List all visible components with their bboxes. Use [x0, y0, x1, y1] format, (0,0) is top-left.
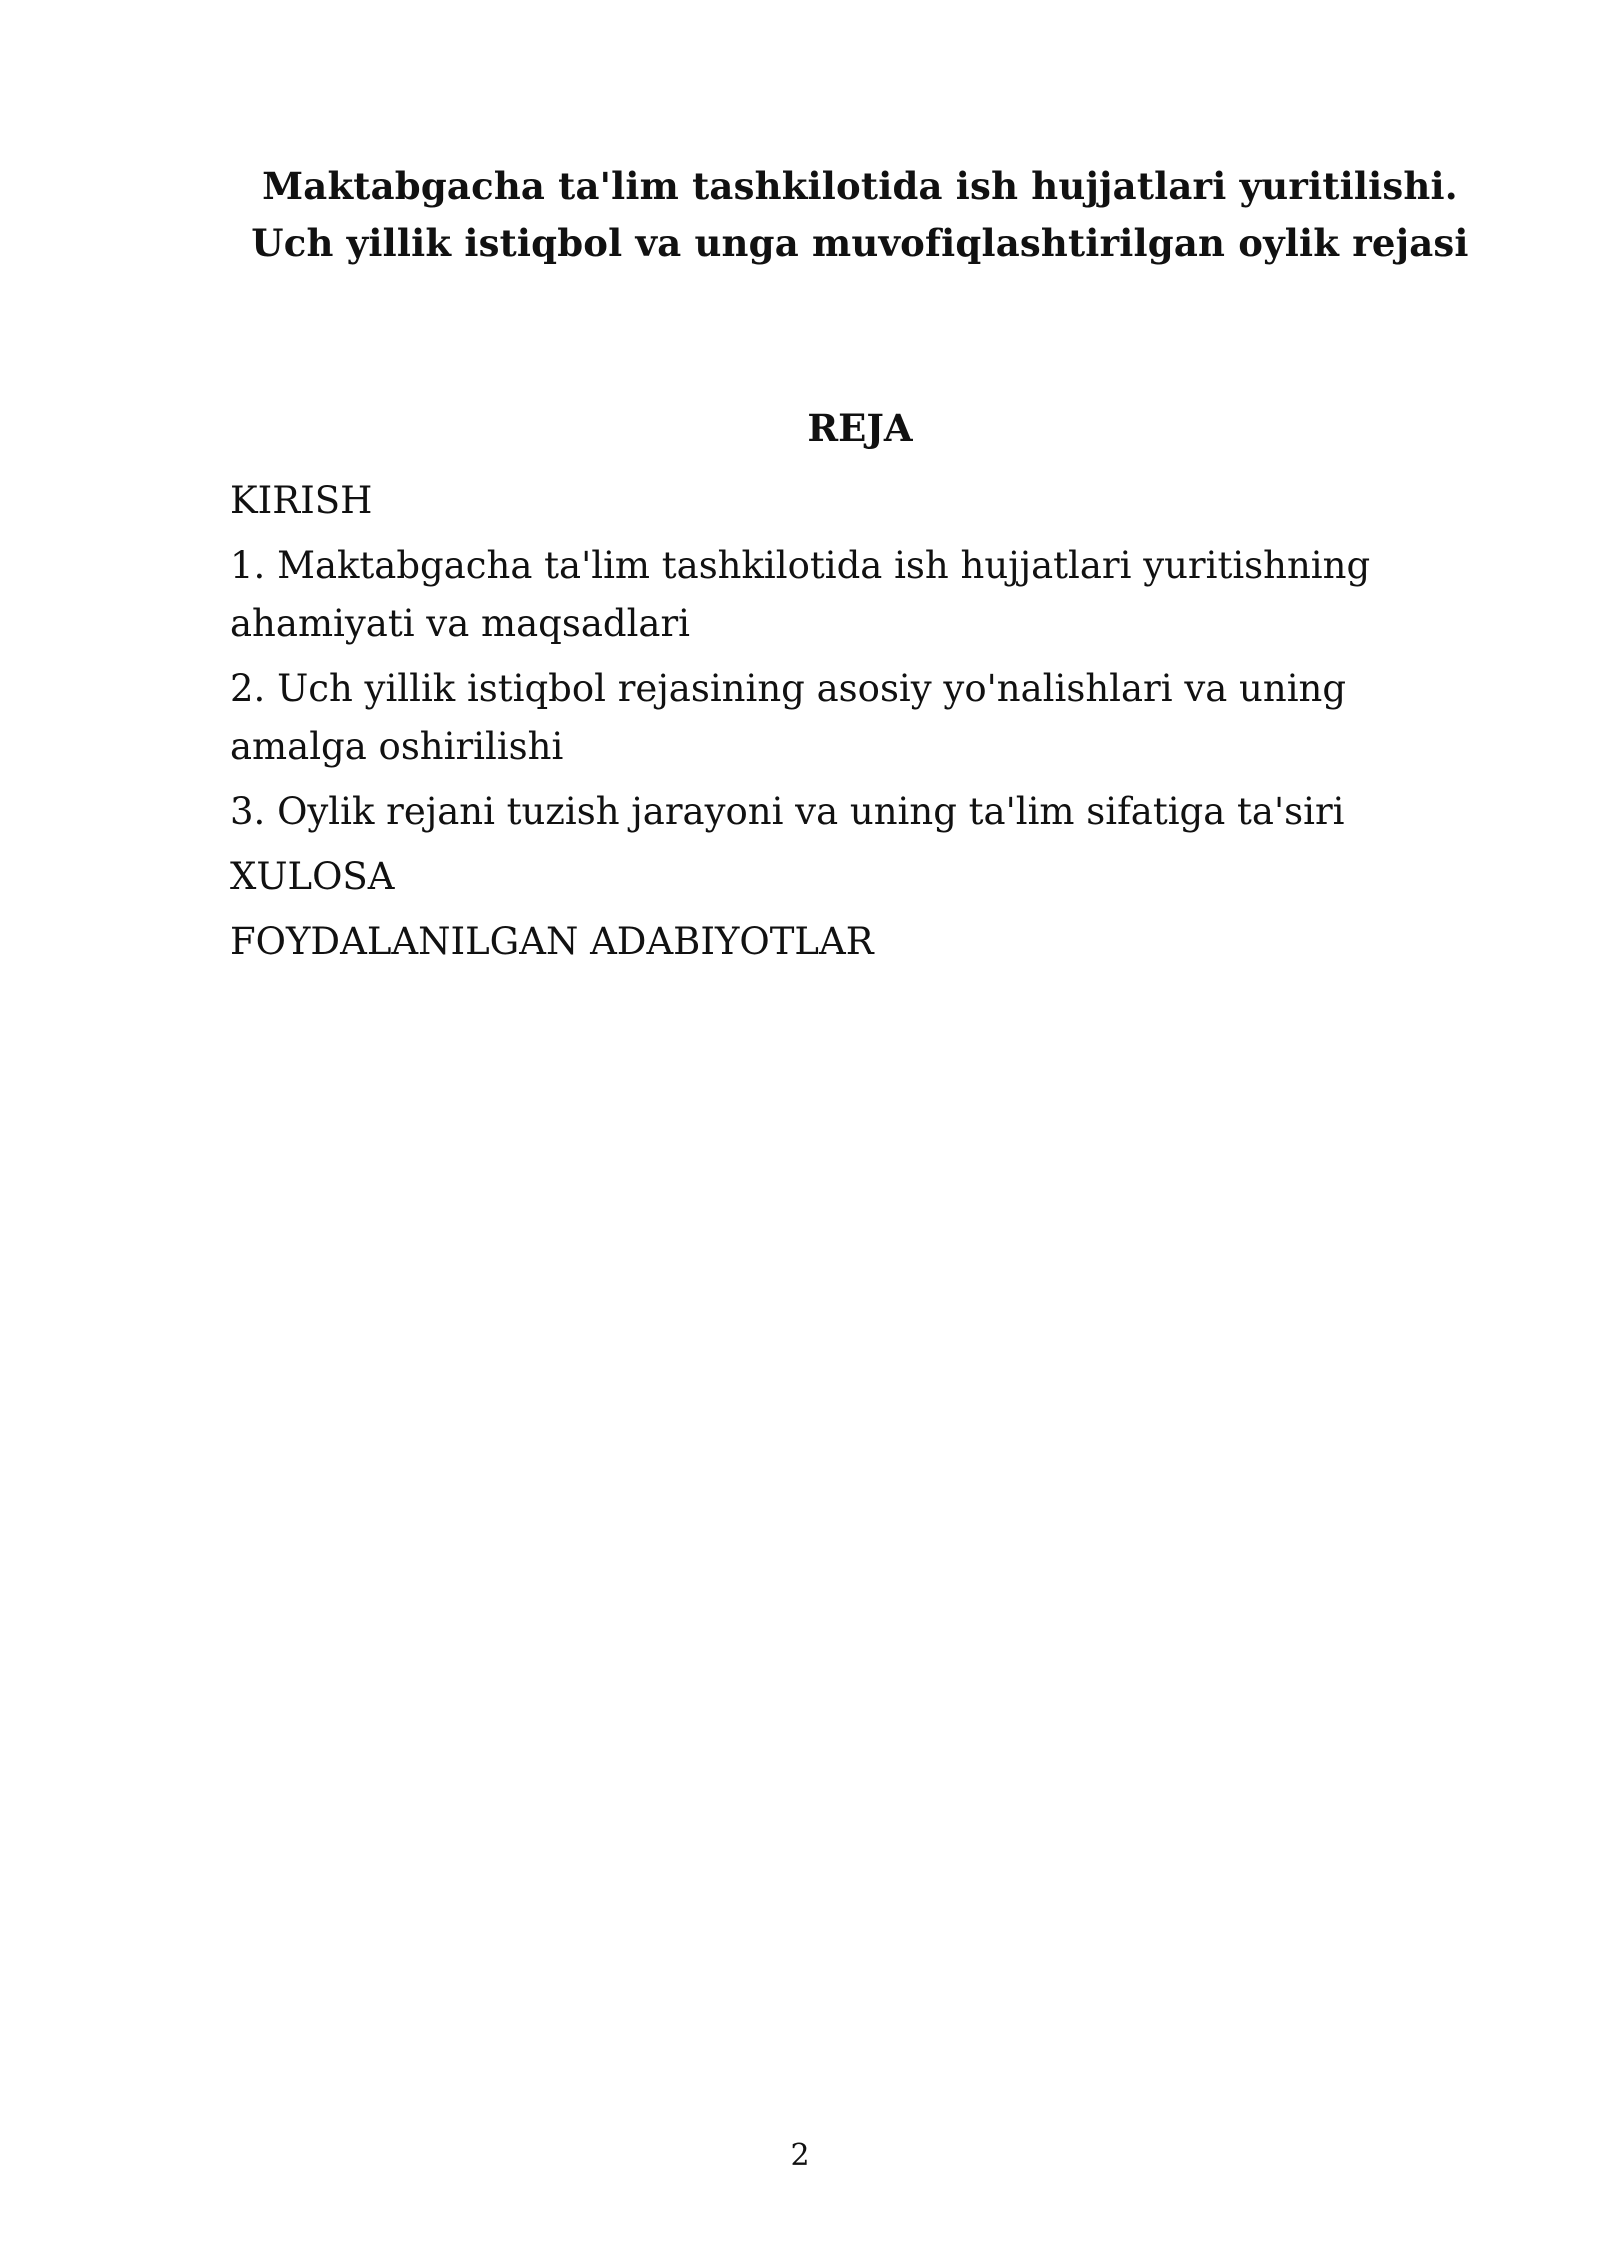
toc-item-3: 3. Oylik rejani tuzish jarayoni va uning ta'lim sifatiga ta'siri — [230, 790, 1345, 833]
toc-item-2: 2. Uch yillik istiqbol rejasining asosiy yo'nalishlari va uning amalga oshirilishi — [230, 667, 1347, 768]
toc-item-conclusion: XULOSA — [230, 855, 395, 898]
title-line-1: Maktabgacha ta'lim tashkilotida ish hujjatlari yuritilishi. — [262, 164, 1458, 208]
table-of-contents — [230, 472, 1450, 978]
title-line-2: Uch yillik istiqbol va unga muvofiqlashtirilgan oylik rejasi — [251, 221, 1469, 265]
toc-item-references: FOYDALANILGAN ADABIYOTLAR — [230, 920, 874, 963]
page-number: 2 — [790, 2138, 810, 2173]
toc-item-1: 1. Maktabgacha ta'lim tashkilotida ish hujjatlari yuritishning ahamiyati va maqsadlari — [230, 544, 1371, 645]
plan-heading: REJA — [807, 406, 913, 450]
toc-item-introduction: KIRISH — [230, 479, 373, 522]
document-title — [230, 158, 1490, 272]
